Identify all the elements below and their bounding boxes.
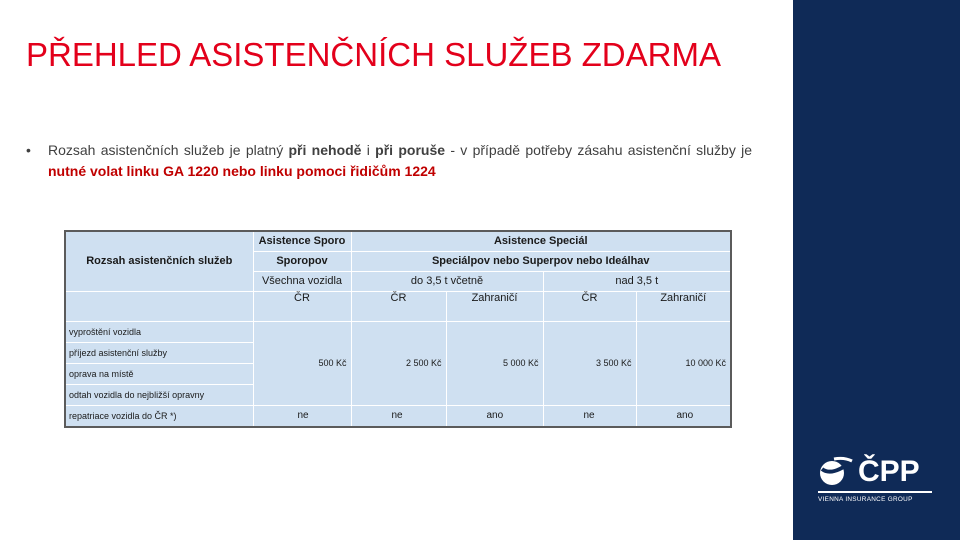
bullet-text-part: i [361,142,376,158]
bullet-text-part: Rozsah asistenčních služeb je platný [48,142,289,158]
bullet-hotline: nutné volat linku GA 1220 nebo linku pomoci řidičům 1224 [48,163,436,179]
bullet-breakdown: při poruše [375,142,446,158]
repatriation-value: ne [253,405,351,427]
service-label: příjezd asistenční služby [65,342,253,363]
limit-value: 3 500 Kč [543,321,636,405]
repatriation-value: ano [636,405,731,427]
bullet-dot: • [26,142,31,158]
cpp-emblem-icon [818,455,854,489]
sporo-title: Asistence Sporo [253,231,351,251]
special-title: Asistence Speciál [351,231,731,251]
service-label: repatriace vozidla do ČR *) [65,405,253,427]
table-row-header-title: Rozsah asistenčních služeb [65,231,253,291]
special-upto: do 3,5 t včetně [351,271,543,291]
limit-value: 2 500 Kč [351,321,446,405]
repatriation-value: ano [446,405,543,427]
repatriation-value: ne [351,405,446,427]
empty-cell [65,291,253,321]
sporo-product: Sporopov [253,251,351,271]
repatriation-value: ne [543,405,636,427]
limit-value: 500 Kč [253,321,351,405]
page-title: PŘEHLED ASISTENČNÍCH SLUŽEB ZDARMA [26,36,721,73]
sporo-vehicles: Všechna vozidla [253,271,351,291]
col-abroad: Zahraničí [446,291,543,321]
logo-subtitle: VIENNA INSURANCE GROUP [818,496,913,503]
bullet-paragraph [26,140,752,182]
service-label: vyproštění vozidla [65,321,253,342]
bullet-accident: při nehodě [288,142,362,158]
logo-divider [818,491,932,493]
limit-value: 5 000 Kč [446,321,543,405]
cpp-logo [818,455,934,503]
service-label: oprava na místě [65,363,253,384]
special-product: Speciálpov nebo Superpov nebo Ideálhav [351,251,731,271]
limit-value: 10 000 Kč [636,321,731,405]
service-label: odtah vozidla do nejbližší opravny [65,384,253,405]
col-cr: ČR [253,291,351,321]
bullet-text [48,140,752,182]
special-over: nad 3,5 t [543,271,731,291]
logo-name: ČPP [858,455,920,488]
bullet-text-part: - v případě potřeby zásahu asistenční služby je [445,142,753,158]
col-cr: ČR [543,291,636,321]
col-cr: ČR [351,291,446,321]
assistance-table [64,230,732,428]
col-abroad: Zahraničí [636,291,731,321]
